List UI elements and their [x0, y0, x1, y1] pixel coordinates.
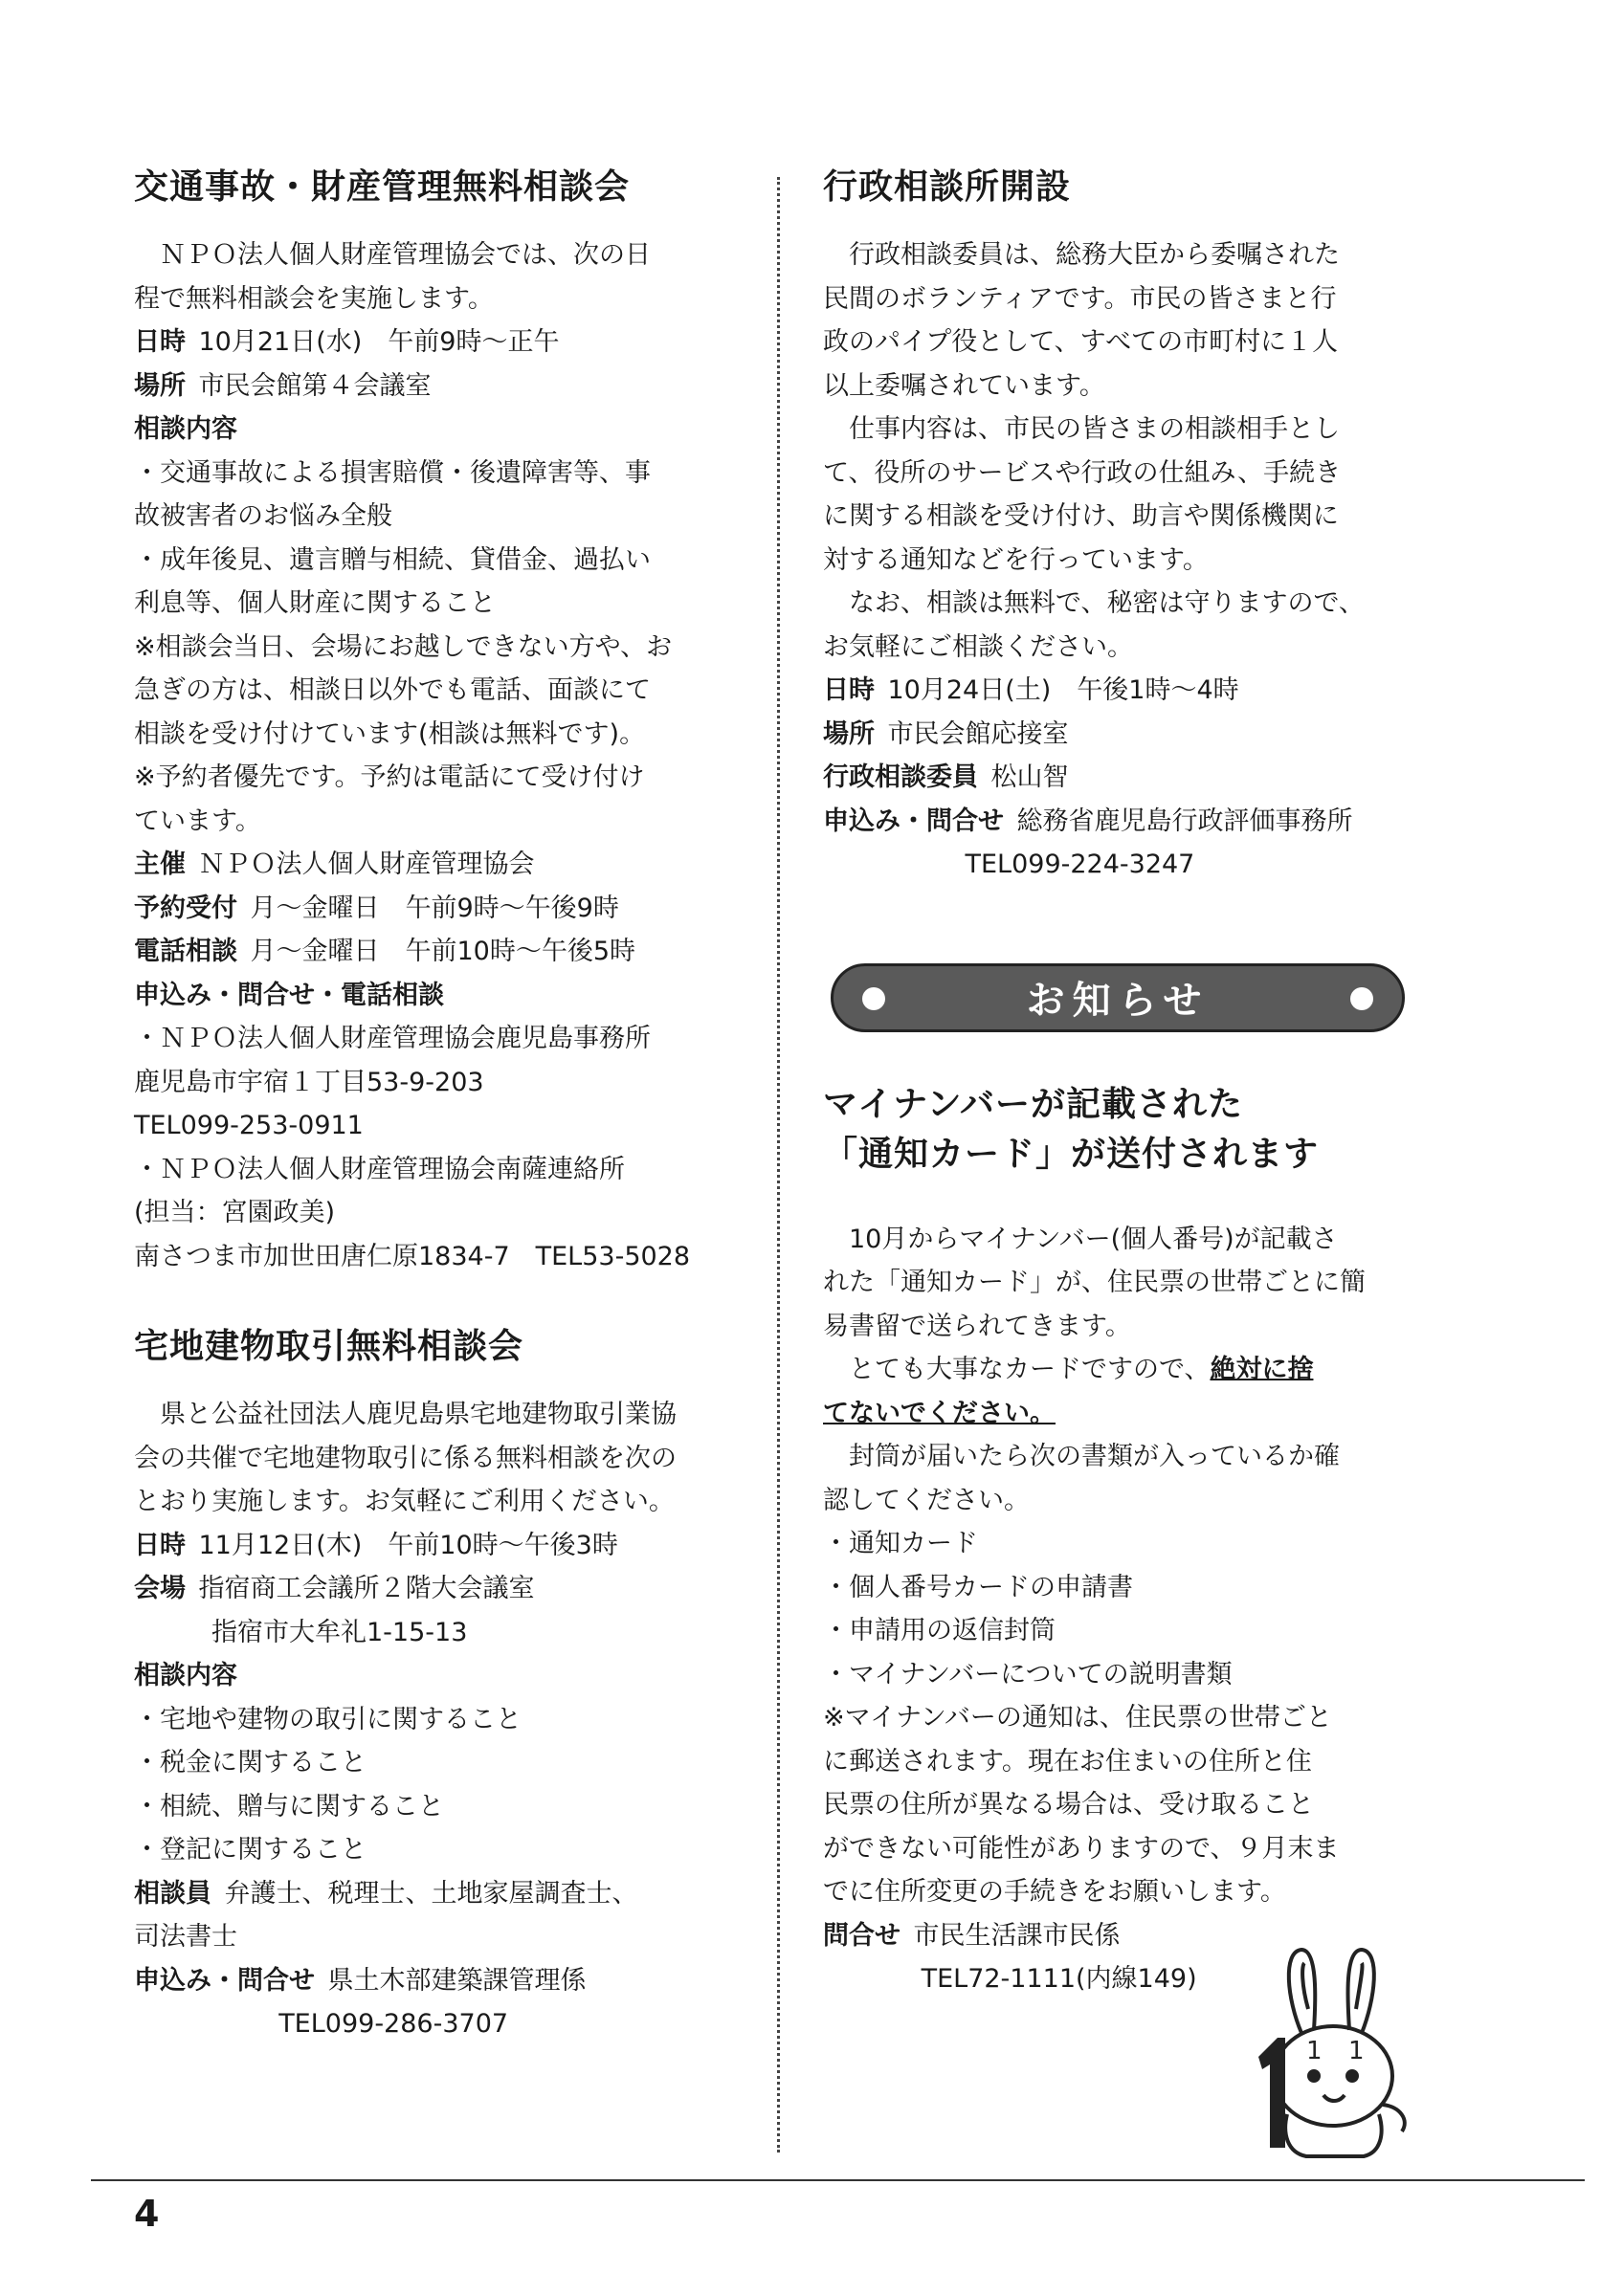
place-row: 場所 市民会館第４会議室: [134, 370, 432, 401]
intro-line: 程で無料相談会を実施します。: [134, 283, 494, 314]
emphasis-text: てないでください。: [823, 1398, 1056, 1428]
paragraph-line: て、役所のサービスや行政の仕組み、手続き: [823, 457, 1342, 488]
column-divider: [777, 177, 780, 2152]
contact-row: 申込み・問合せ 総務省鹿児島行政評価事務所: [823, 806, 1353, 836]
intro-line: 会の共催で宅地建物取引に係る無料相談を次の: [134, 1443, 677, 1473]
section-title: 宅地建物取引無料相談会: [134, 1327, 524, 1366]
contact-tel: TEL72-1111(内線149): [921, 1964, 1197, 1994]
list-item: ・通知カード: [823, 1529, 978, 1558]
note: ※予約者優先です。予約は電話にて受け付け ています。: [134, 762, 645, 836]
paragraph-line: とても大事なカードですので、絶対に捨: [849, 1355, 1314, 1384]
page-number: 4: [134, 2193, 160, 2235]
intro-line: ＮＰＯ法人個人財産管理協会では、次の日: [160, 240, 651, 270]
section-administrative-consultation: [823, 163, 1409, 887]
note: ※相談会当日、会場にお越しできない方や、お 急ぎの方は、相談日以外でも電話、面談にて 相談を受け付けています(相談は無料です)。: [134, 631, 673, 749]
right-column: [823, 163, 1409, 2001]
list-item: ・宅地や建物の取引に関すること: [134, 1704, 522, 1734]
banner-dot-right: [1350, 987, 1373, 1010]
place-row: 場所 市民会館応接室: [823, 718, 1069, 749]
staff-row-cont: 司法書士: [134, 1922, 237, 1952]
member-row: 行政相談委員 松山智: [823, 762, 1069, 792]
paragraph-line: 民間のボランティアです。市民の皆さまと行: [823, 283, 1337, 314]
content-label: 相談内容: [134, 1661, 237, 1690]
section-my-number: [823, 1080, 1409, 2001]
contact-tel: TEL099-286-3707: [278, 2009, 509, 2039]
staff-row: 相談員 弁護士、税理士、土地家屋調査士、: [134, 1878, 638, 1909]
banner-title: お知らせ: [1026, 979, 1210, 1023]
svg-text:1: 1: [1306, 2037, 1323, 2065]
section-title: 「通知カード」が送付されます: [823, 1134, 1320, 1174]
paragraph-line: 仕事内容は、市民の皆さまの相談相手とし: [849, 414, 1340, 444]
paragraph-line: 政のパイプ役として、すべての市町村に１人: [823, 327, 1339, 357]
venue-row: 会場 指宿商工会議所２階大会議室: [134, 1574, 535, 1603]
contact-tel: TEL099-224-3247: [965, 850, 1195, 879]
paragraph-line: 封筒が届いたら次の書類が入っているか確: [849, 1442, 1340, 1471]
date-row: 日時 10月24日(土) 午後1時～4時: [823, 675, 1239, 705]
date-row: 日時 10月21日(水) 午前9時～正午: [134, 327, 560, 357]
left-column: [134, 163, 737, 2046]
reserve-row: 予約受付 月～金曜日 午前9時～午後9時: [134, 893, 619, 923]
section-title: 行政相談所開設: [823, 167, 1072, 207]
list-item: ・税金に関すること: [134, 1748, 367, 1777]
paragraph-line: 認してください。: [823, 1485, 1030, 1515]
section-real-estate-consultation: [134, 1322, 737, 2046]
contact-label: 申込み・問合せ・電話相談: [134, 980, 444, 1010]
intro-line: とおり実施します。お気軽にご利用ください。: [134, 1487, 675, 1516]
contact-row: 申込み・問合せ 県土木部建築課管理係: [134, 1965, 587, 1996]
paragraph-line: なお、相談は無料で、秘密は守りますので、: [849, 588, 1365, 618]
list-item: ・相続、贈与に関すること: [134, 1791, 444, 1821]
intro-line: 県と公益社団法人鹿児島県宅地建物取引業協: [160, 1400, 677, 1429]
list-item: ・マイナンバーについての説明書類: [823, 1659, 1233, 1689]
notice-banner: [831, 963, 1405, 1032]
paragraph-line: [823, 1392, 1409, 1436]
list-item: ・交通事故による損害賠償・後遺障害等、事 故被害者のお悩み全般: [134, 457, 651, 531]
contact-item: ・ＮＰＯ法人個人財産管理協会鹿児島事務所 鹿児島市宇宿１丁目53-9-203 TEL099-253-0911: [134, 1024, 651, 1140]
banner-dot-left: [862, 987, 885, 1010]
section-title: マイナンバーが記載された: [823, 1084, 1243, 1124]
paragraph-line: 以上委嘱されています。: [823, 370, 1105, 401]
list-item: ・登記に関すること: [134, 1835, 367, 1865]
section-traffic-consultation: [134, 163, 737, 1278]
paragraph-line: 行政相談委員は、総務大臣から委嘱された: [849, 240, 1340, 270]
list-item: ・個人番号カードの申請書: [823, 1572, 1133, 1602]
host-row: 主催 ＮＰＯ法人個人財産管理協会: [134, 850, 535, 879]
emphasis-text: 絶対に捨: [1210, 1355, 1314, 1384]
my-number-mascot-illustration: [1249, 1942, 1421, 2162]
paragraph-line: 10月からマイナンバー(個人番号)が記載さ: [849, 1224, 1338, 1254]
contact-item: ・ＮＰＯ法人個人財産管理協会南薩連絡所 (担当：宮園政美) 南さつま市加世田唐仁原1834-7 TEL53-5028: [134, 1154, 691, 1271]
phone-row: 電話相談 月～金曜日 午前10時～午後5時: [134, 937, 636, 966]
venue-address: 指宿市大牟礼1-15-13: [211, 1617, 468, 1647]
paragraph-line: 易書留で送られてきます。: [823, 1311, 1131, 1341]
paragraph-line: 対する通知などを行っています。: [823, 544, 1209, 575]
paragraph-line: お気軽にご相談ください。: [823, 631, 1133, 662]
section-title: 交通事故・財産管理無料相談会: [134, 167, 631, 207]
list-item: ・申請用の返信封筒: [823, 1616, 1056, 1645]
list-item: ・成年後見、遺言贈与相続、貸借金、過払い 利息等、個人財産に関すること: [134, 544, 651, 618]
note: ※マイナンバーの通知は、住民票の世帯ごと に郵送されます。現在お住まいの住所と住 民票の住所が異なる場合は、受け取ること ができない可能性がありますので、９月末ま でに住所変更の手続きをお願いします。: [823, 1703, 1340, 1907]
svg-text:1: 1: [1348, 2037, 1365, 2065]
paragraph-line: に関する相談を受け付け、助言や関係機関に: [823, 501, 1339, 531]
footer-rule: [91, 2179, 1585, 2181]
paragraph-line: れた「通知カード」が、住民票の世帯ごとに簡: [823, 1268, 1366, 1297]
contact-row: 問合せ 市民生活課市民係: [823, 1920, 1121, 1951]
content-label: 相談内容: [134, 414, 237, 444]
date-row: 日時 11月12日(木) 午前10時～午後3時: [134, 1530, 618, 1560]
